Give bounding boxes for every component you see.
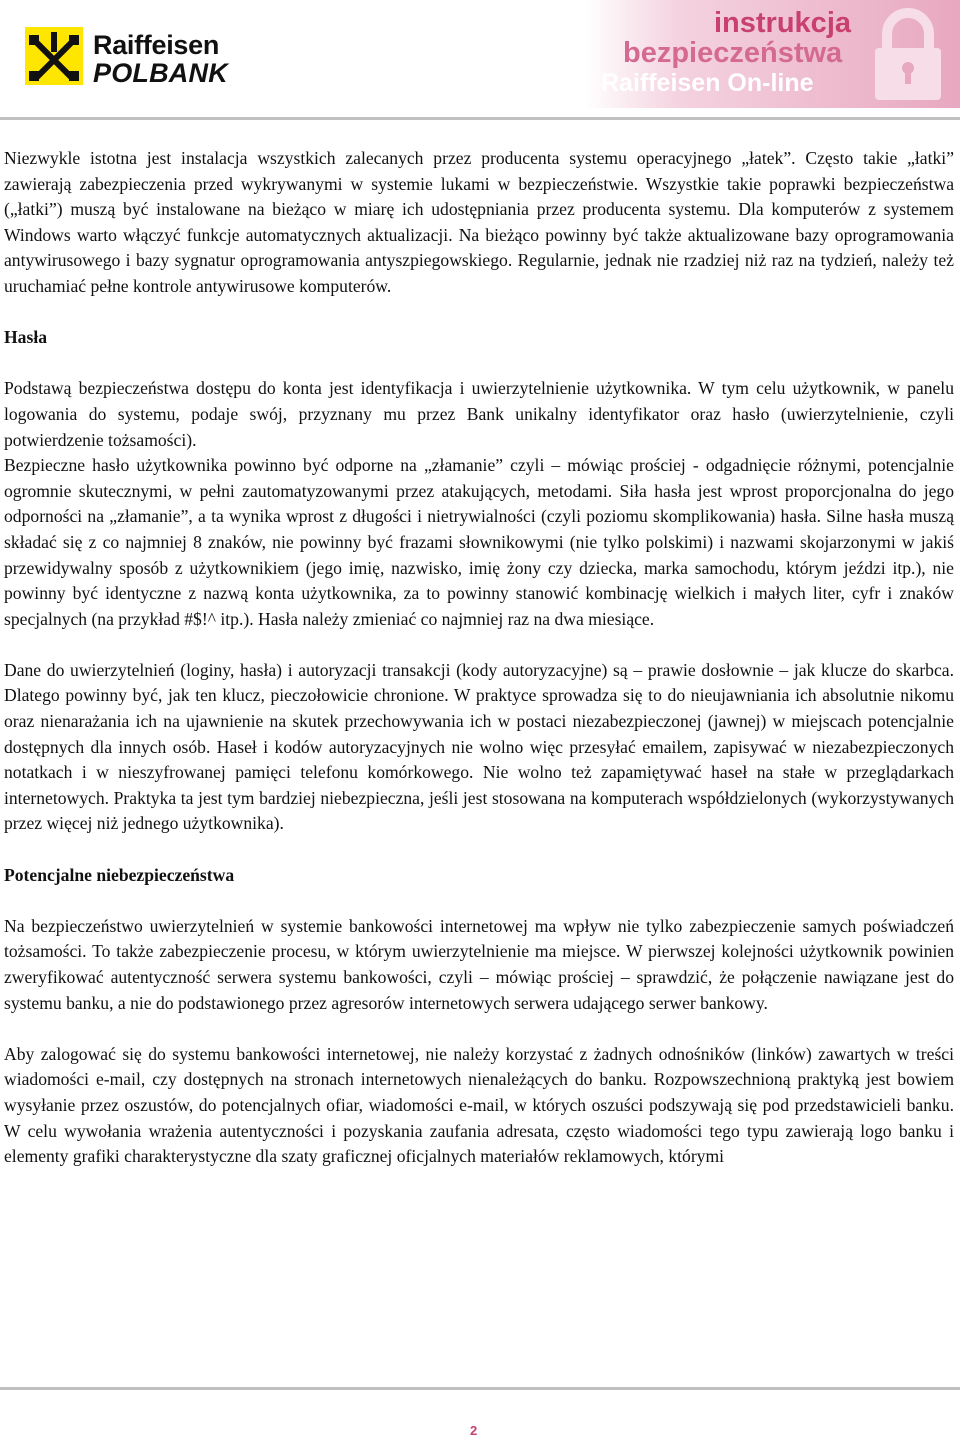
footer-divider [0, 1387, 960, 1390]
paragraph-server-verification: Na bezpieczeństwo uwierzytelnień w systemie bankowości internetowej ma wpływ nie tylko zabezpieczenie samych poświadczeń tożsamości. To także zabezpieczenie procesu, w którym uwierzytelnienie ma miejsce. W pierwszej kolejności użytkownik powinien zweryfikować autentyczność serwera systemu bankowości, czyli – mówiąc prościej – sprawdzić, że połączenie nawiązane jest do systemu banku, a nie do podstawionego przez agresorów internetowych serwera udającego serwer bankowy. [4, 915, 954, 1013]
brand-line-2: POLBANK [93, 58, 228, 88]
header-banner [585, 0, 960, 108]
banner-title [601, 8, 851, 98]
section-heading-threats: Potencjalne niebezpieczeństwa [4, 864, 235, 885]
bank-logo [25, 27, 285, 87]
brand-line-1: Raiffeisen [93, 30, 220, 60]
paragraph-phishing: Aby zalogować się do systemu bankowości internetowej, nie należy korzystać z żadnych odnośników (linków) zawartych w treści wiadomości e-mail, czy dostępnych na stronach internetowych nienależących do banku. Rozpowszechnioną praktyką jest bowiem wysyłanie przez oszustów, do potencjalnych ofiar, wiadomości e-mail, w których oszuści podszywają się pod przedstawicieli banku. W celu wywołania wrażenia autentyczności i pozyskania zaufania adresata, często wiadomości tego typu zawierają logo banku i elementy grafiki charakterystyczne dla szaty graficznej oficjalnych materiałów reklamowych, którymi [4, 1043, 954, 1167]
padlock-icon [867, 6, 949, 104]
page-header [0, 0, 960, 108]
page-number: 2 [470, 1423, 478, 1438]
header-divider [0, 117, 960, 120]
banner-line-1: instrukcja [714, 7, 851, 39]
banner-line-2: bezpieczeństwa [623, 37, 843, 69]
banner-line-3: Raiffeisen On-line [601, 69, 814, 97]
document-body [4, 146, 954, 1170]
paragraph-updates: Niezwykle istotna jest instalacja wszystkich zalecanych przez producenta systemu operacyjnego „łatek”. Często takie „łatki” zawierają zabezpieczenia przed wykrywanymi w systemie lukami w bezpieczeństwie. Wszystkie takie poprawki bezpieczeństwa („łatki”) muszą być instalowane na bieżąco w miarę ich udostępniania przez producenta systemu. Dla komputerów z systemem Windows warto włączyć funkcje automatycznych aktualizacji. Na bieżąco powinny być także aktualizowane bazy oprogramowania antywirusowego i bazy sygnatur oprogramowania antyszpiegowskiego. Regularnie, jednak nie rzadziej niż raz na tydzień, należy też uruchamiać pełne kontrole antywirusowe komputerów. [4, 148, 954, 296]
bank-brand-name [93, 31, 228, 87]
paragraph-authentication: Podstawą bezpieczeństwa dostępu do konta jest identyfikacja i uwierzytelnienie użytkownika. W tym celu użytkownik, w panelu logowania do systemu, podaje swój, przyznany mu przez Bank unikalny identyfikator oraz hasło (uwierzytelnienie, czyli potwierdzenie tożsamości). [4, 378, 954, 450]
paragraph-strong-passwords: Bezpieczne hasło użytkownika powinno być odporne na „złamanie” czyli – mówiąc prościej - odgadnięcie różnymi, potencjalnie ogromnie skutecznymi, w pełni zautomatyzowanymi przez atakujących, metodami. Siła hasła jest wprost proporcjonalna do jego odporności na „złamanie”, a ta wynika wprost z długości i nietrywialności (czyli poziomu skomplikowania) hasła. Silne hasła muszą składać się z co najmniej 8 znaków, nie powinny być frazami słownikowymi (nie tylko polskimi) i nazwami skojarzonymi w jakiś przewidywalny sposób z użytkownikiem (jego imię, nazwisko, imię żony czy dziecka, marka samochodu, którym jeździ itp.), nie powinny być identyczne z nazwą konta użytkownika, za to powinny stanowić kombinację wielkich i małych liter, cyfr i znaków specjalnych (na przykład #$!^ itp.). Hasła należy zmieniać co najmniej raz na dwa miesiące. [4, 455, 954, 629]
section-heading-passwords: Hasła [4, 327, 48, 348]
paragraph-credentials: Dane do uwierzytelnień (loginy, hasła) i autoryzacji transakcji (kody autoryzacyjne) są – prawie dosłownie – jak klucze do skarbca. Dlatego powinny być, jak ten klucz, pieczołowicie chronione. W praktyce sprowadza się to do nieujawniania ich absolutnie nikomu oraz nienarażania ich na ujawnienie na skutek przechowywania ich w postaci niezabezpieczonej (jawnej) w miejscach potencjalnie dostępnych dla innych osób. Haseł i kodów autoryzacyjnych nie wolno więc przesyłać emailem, zapisywać w niezabezpieczonych notatkach i w nieszyfrowanej pamięci telefonu komórkowego. Nie wolno też zapamiętywać haseł na stałe w przeglądarkach internetowych. Praktyka ta jest tym bardziej niebezpieczna, jeśli jest stosowana na komputerach współdzielonych (wykorzystywanych przez więcej niż jednego użytkownika). [4, 659, 954, 834]
crossed-gables-icon [25, 27, 83, 85]
